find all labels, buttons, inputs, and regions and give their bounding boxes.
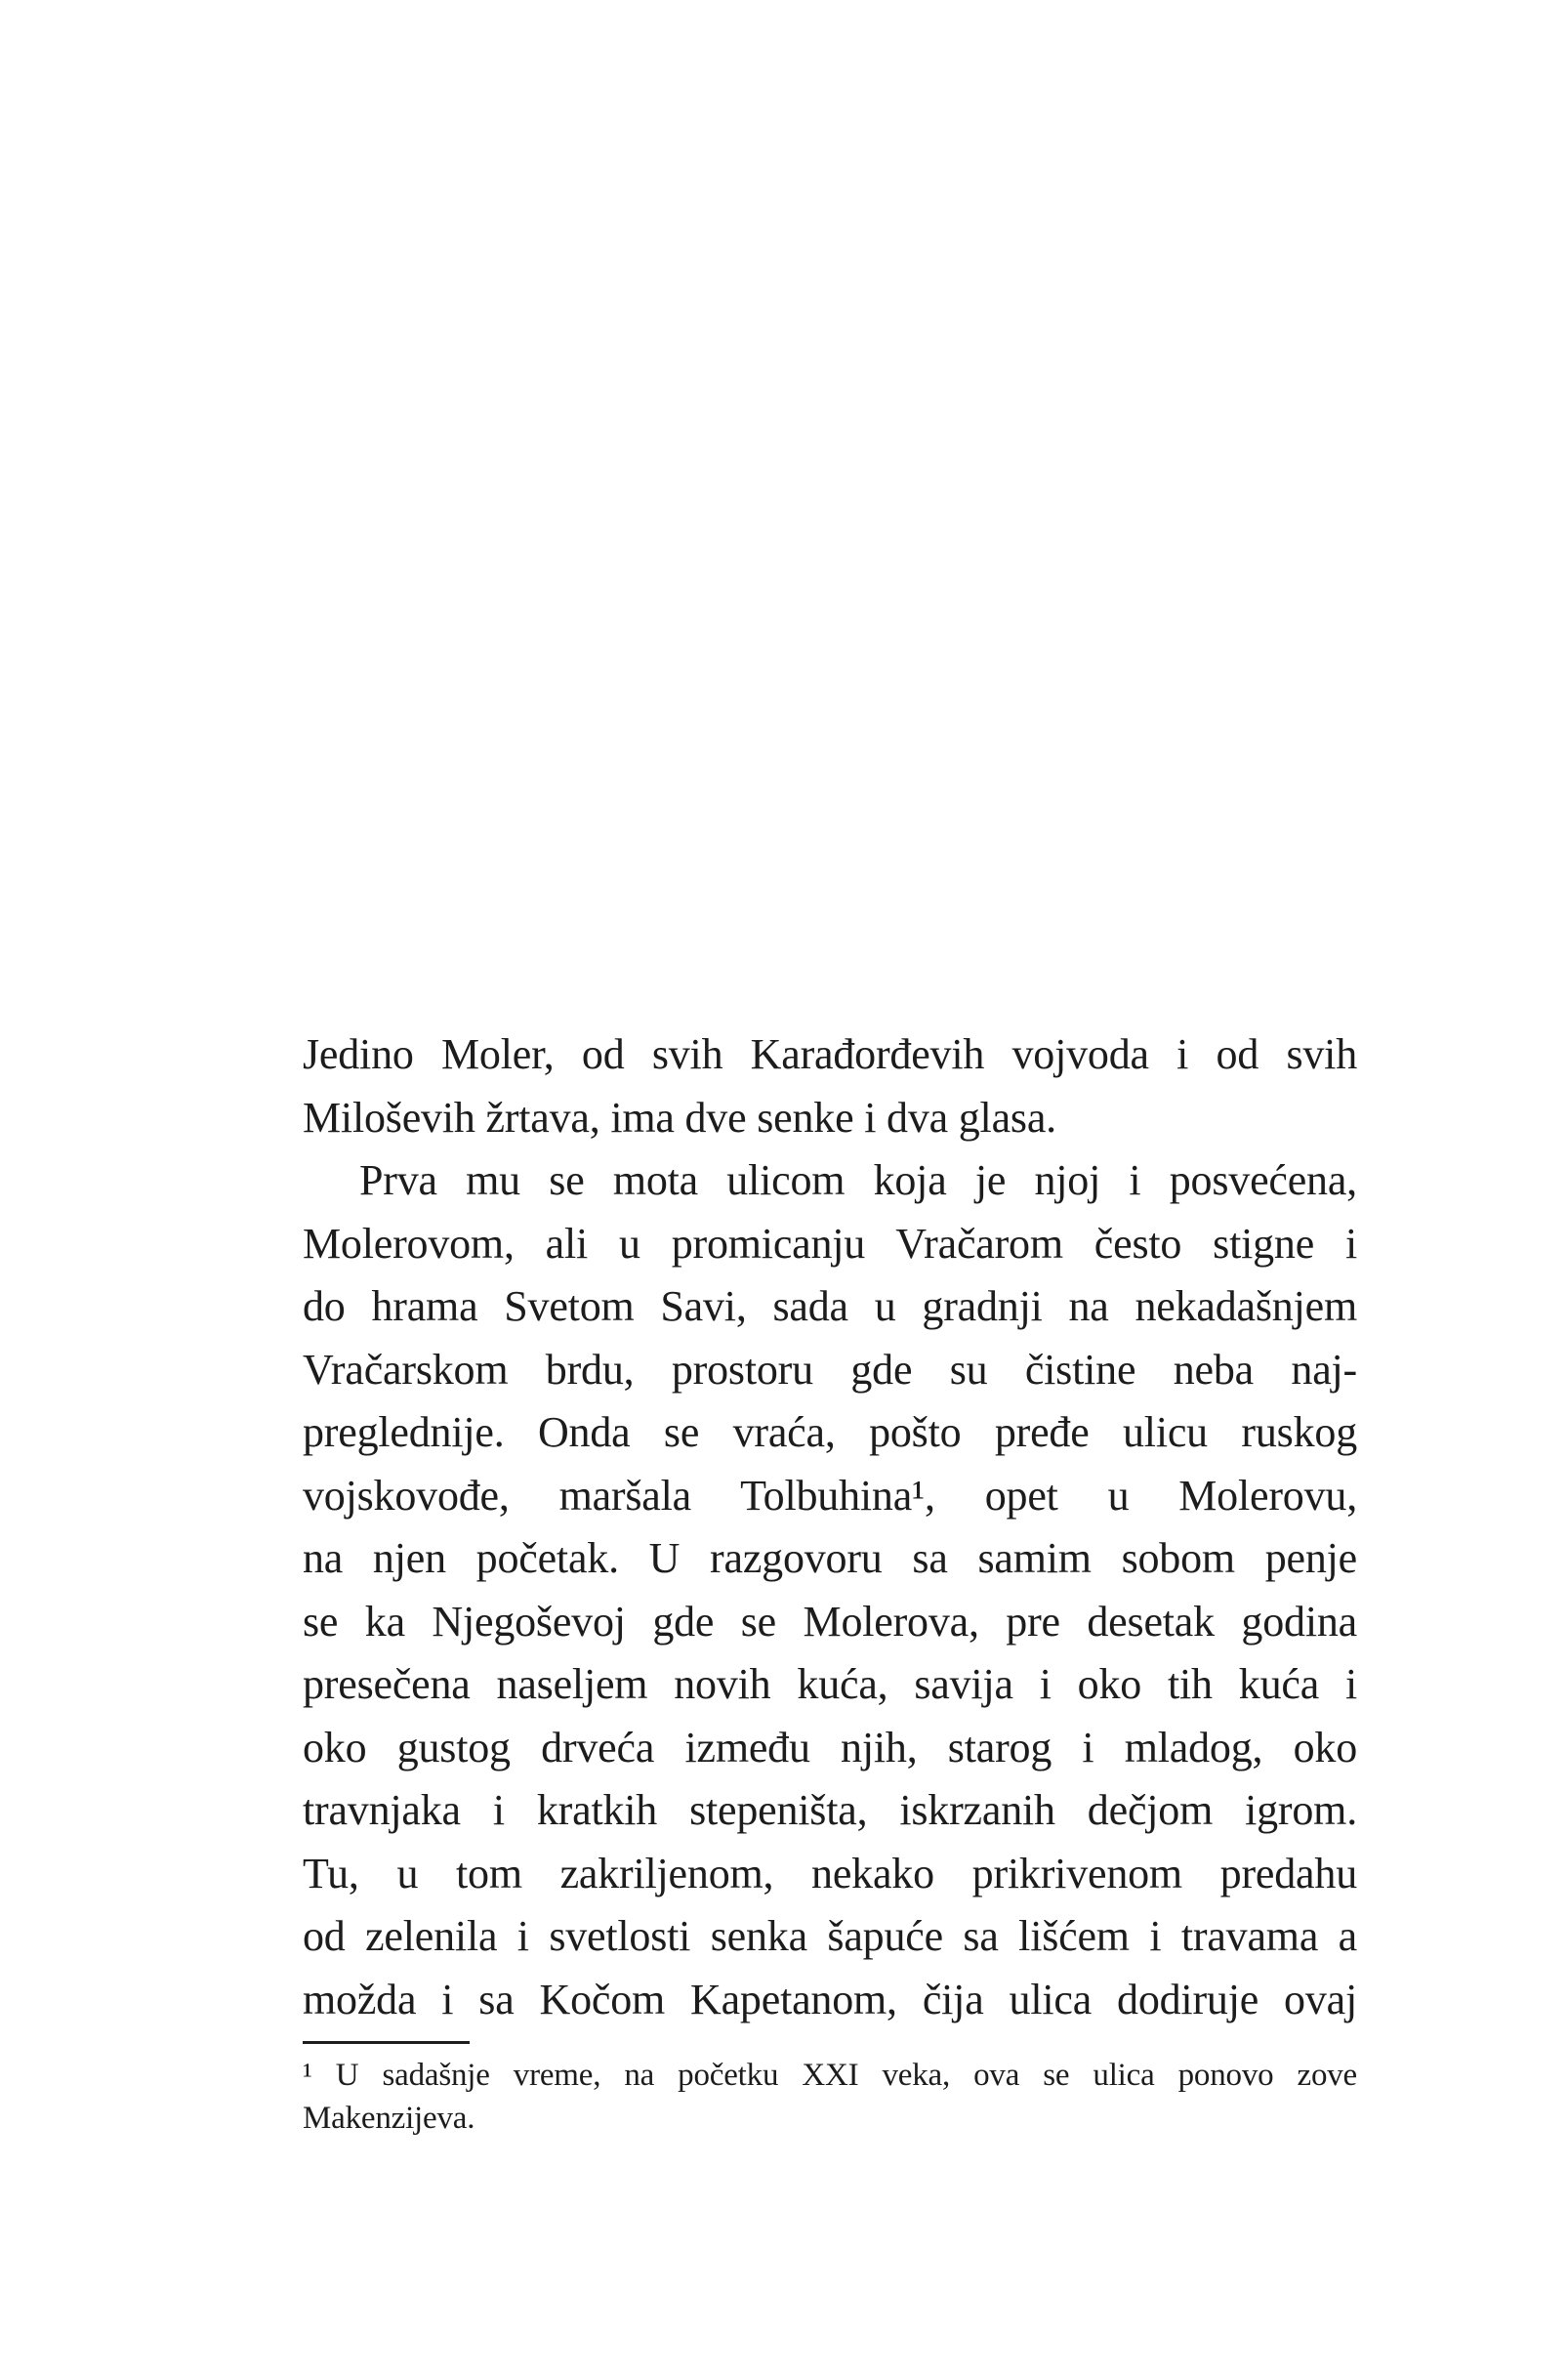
text-line: na njen početak. U razgovoru sa samim sobom penje	[303, 1534, 1357, 1582]
text-line: Prva mu se mota ulicom koja je njoj i posvećena,	[359, 1156, 1357, 1204]
text-line: se ka Njegoševoj gde se Molerova, pre desetak godina	[303, 1597, 1357, 1646]
text-line: Miloševih žrtava, ima dve senke i dva glasa.	[303, 1093, 1056, 1142]
text-line: do hrama Svetom Savi, sada u gradnji na nekadašnjem	[303, 1282, 1357, 1330]
footnote-line: Makenzijeva.	[303, 2101, 475, 2136]
text-line: Jedino Moler, od svih Karađorđevih vojvoda i od svih	[303, 1030, 1357, 1078]
text-line: Tu, u tom zakriljenom, nekako prikrivenom predahu	[303, 1849, 1357, 1897]
text-line: Vračarskom brdu, prostoru gde su čistine neba naj-	[303, 1345, 1357, 1394]
text-line: od zelenila i svetlosti senka šapuće sa lišćem i travama a	[303, 1912, 1357, 1960]
text-line: travnjaka i kratkih stepeništa, iskrzanih dečjom igrom.	[303, 1786, 1357, 1834]
text-line: preglednije. Onda se vraća, pošto pređe ulicu ruskog	[303, 1408, 1357, 1456]
text-line: presečena naseljem novih kuća, savija i oko tih kuća i	[303, 1660, 1357, 1708]
text-line: oko gustog drveća između njih, starog i mladog, oko	[303, 1723, 1357, 1772]
body-text	[303, 1023, 1357, 2140]
text-line: vojskovođe, maršala Tolbuhina¹, opet u Molerovu,	[303, 1471, 1357, 1520]
footnote	[303, 2054, 1357, 2140]
text-line: Molerovom, ali u promicanju Vračarom često stigne i	[303, 1219, 1357, 1268]
footnote-line: ¹ U sadašnje vreme, na početku XXI veka, ova se ulica ponovo zove	[303, 2058, 1357, 2093]
footnote-rule	[303, 2041, 470, 2044]
text-line: možda i sa Kočom Kapetanom, čija ulica dodiruje ovaj	[303, 1975, 1357, 2023]
